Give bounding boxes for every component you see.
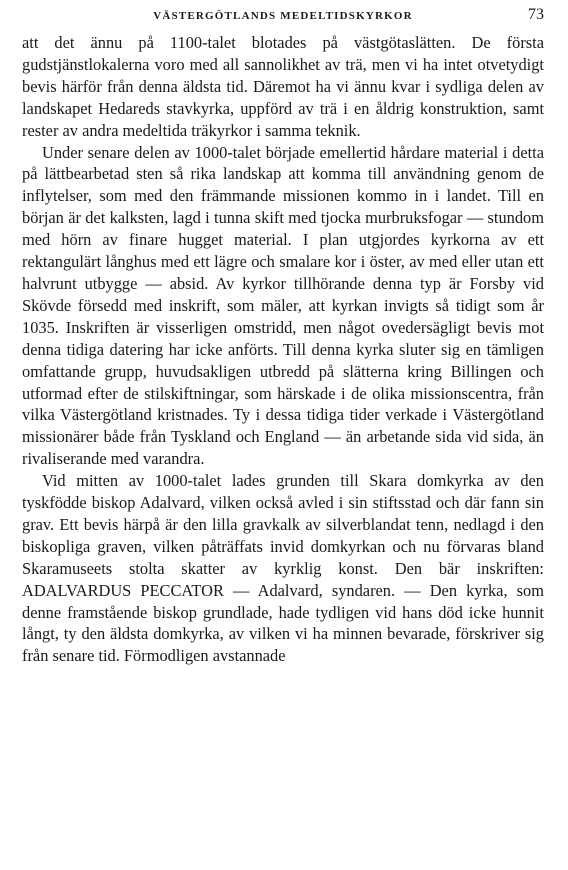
page-number: 73 xyxy=(528,6,544,23)
paragraph: Vid mitten av 1000-talet lades grunden till Skara domkyrka av den tyskfödde biskop Adalvard, vilken också avled i sin stiftsstad och där fann sin grav. Ett bevis härpå är den lilla gravkalk av silverblandat tenn, nedlagd i den biskopliga graven, vilken påträffats invid domkyrkan och nu förvaras bland Skaramuseets stolta skatter av kyrklig konst. Den bär inskriften: ADALVARDUS PECCATOR — Adalvard, syndaren. — Den kyrka, som denne framstående biskop grundlade, hade tydligen vid hans död icke hunnit långt, ty den äldsta domkyrka, av vilken vi ha minnen bevarade, förskriver sig från senare tid. Förmodligen avstannade xyxy=(22,471,544,666)
paragraph: Under senare delen av 1000-talet började emellertid hårdare material i detta på lättbearbetad sten så rika landskap att komma till användning genom de inflytelser, som med den främmande missionen kommo in i landet. Till en början är det kalksten, lagd i tunna skift med tjocka murbruksfogar — stundom med hörn av finare hugget material. I plan utgjordes kyrkorna av ett rektangulärt långhus med ett lägre och smalare kor i öster, av med eller utan ett halvrunt utbygge — absid. Av kyrkor tillhörande denna typ är Forsby vid Skövde försedd med inskrift, som mäler, att kyrkan invigts så tidigt som år 1035. Inskriften är visserligen omstridd, men något ovedersägligt bevis mot denna tidiga datering har icke anförts. Till denna kyrka sluter sig en tämligen omfattande grupp, huvudsakligen utbredd på slätterna kring Billingen och utformad efter de stilskiftningar, som härskade i de olika missionscentra, från vilka Västergötland kristnades. Ty i dessa tidiga tider verkade i Västergötland missionärer både från Tyskland och England — än arbetande sida vid sida, än rivaliserande med varandra. xyxy=(22,142,544,469)
book-page xyxy=(22,6,544,667)
body-text xyxy=(22,32,544,667)
paragraph-continued: att det ännu på 1100-talet blotades på västgötaslätten. De första gudstjänstlokalerna voro med all sannolikhet av trä, men vi ha intet otvetydigt bevis härför från denna äldsta tid. Däremot ha vi ännu kvar i sydliga delen av landskapet Hedareds stavkyrka, uppförd av trä i en åldrig konstruktion, samt rester av andra medeltida träkyrkor i samma teknik. xyxy=(22,33,544,140)
running-title: VÄSTERGÖTLANDS MEDELTIDSKYRKOR xyxy=(153,10,413,22)
running-header xyxy=(22,6,544,32)
